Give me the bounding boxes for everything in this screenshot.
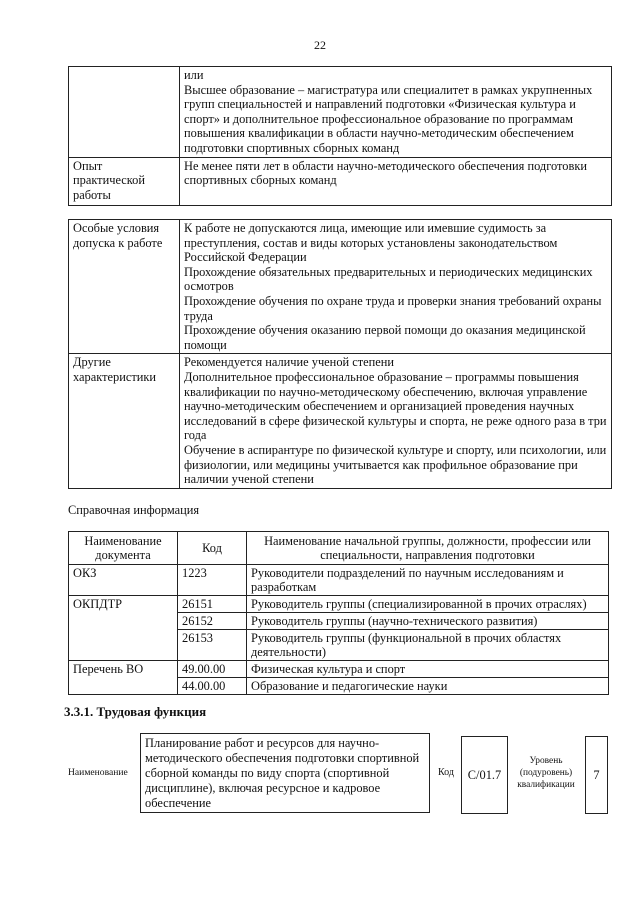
row-label <box>69 157 180 205</box>
reference-title: Справочная информация <box>68 503 200 517</box>
code-cell: 1223 <box>178 565 247 596</box>
label-line: Особые условия <box>73 221 160 235</box>
table-row <box>69 67 612 158</box>
name-cell: Руководитель группы (специализированной в прочих отраслях) <box>247 596 609 613</box>
label-line: Другие <box>73 355 111 370</box>
reference-table <box>68 531 609 695</box>
column-header: Код <box>178 532 247 565</box>
row-label <box>69 220 180 354</box>
label-line: допуска к работе <box>73 235 163 250</box>
content-line: Прохождение обучения оказанию первой помощи до оказания медицинской помощи <box>184 323 586 352</box>
level-label-line: Уровень <box>529 756 563 766</box>
content-line: Прохождение обучения по охране труда и проверки знания требований охраны труда <box>184 293 602 323</box>
function-code-label: Код <box>438 767 454 778</box>
level-label-line: (подуровень) <box>519 768 573 778</box>
table-row <box>69 596 609 613</box>
row-label <box>69 354 180 488</box>
name-cell: Руководитель группы (научно-технического развития) <box>247 613 609 630</box>
table-row <box>69 661 609 678</box>
row-content <box>180 157 612 205</box>
name-cell: Образование и педагогические науки <box>247 678 609 695</box>
code-cell: 26153 <box>178 630 247 661</box>
qualification-level-label <box>509 755 583 791</box>
label-line: практической <box>73 173 145 188</box>
table-row <box>69 220 612 354</box>
doc-cell: ОКЗ <box>69 565 178 596</box>
qualification-table-part1 <box>68 66 612 206</box>
name-cell: Руководитель группы (функциональной в прочих областях деятельности) <box>247 630 609 661</box>
name-cell: Руководители подразделений по научным исследованиям и разработкам <box>247 565 609 596</box>
row-label <box>69 67 180 158</box>
label-line: Опыт <box>73 158 103 173</box>
code-cell: 26152 <box>178 613 247 630</box>
code-cell: 44.00.00 <box>178 678 247 695</box>
row-content <box>180 67 612 158</box>
content-line: Рекомендуется наличие ученой степени <box>184 355 395 370</box>
function-name-box: Планирование работ и ресурсов для научно-методического обеспечения подготовки спортивной сборной команды по виду спорта (спортивной дисциплине), включая ресурсное и кадровое обеспечение <box>140 733 430 813</box>
function-code-box: C/01.7 <box>461 736 508 814</box>
code-cell: 26151 <box>178 596 247 613</box>
column-header: Наименование начальной группы, должности, профессии или специальности, направления подготовки <box>247 532 609 565</box>
table-row <box>69 157 612 205</box>
content-line: Высшее образование – магистратура или специалитет в рамках укрупненных групп специальностей и направлений подготовки «Физическая культура и спорт» и дополнительное профессиональное образование по программам повышения квалификации в области научно-методическим обеспечением подготовки спортивных сборных команд <box>184 82 593 155</box>
name-cell: Физическая культура и спорт <box>247 661 609 678</box>
content-line: Дополнительное профессиональное образование – программы повышения квалификации по научно-методическому обеспечению, включая управление научно-методическим обеспечением и организацией проведения научных исследований в сфере физической культуры и спорта, не реже одного раза в три года <box>184 369 607 443</box>
label-line: характеристики <box>73 369 157 384</box>
qualification-table-part2 <box>68 219 612 489</box>
content-line: Прохождение обязательных предварительных и периодических медицинских осмотров <box>184 264 593 294</box>
row-content <box>180 220 612 354</box>
content-line: Обучение в аспирантуре по физической культуре и спорту, или психологии, или физиологии, или медицины учитывается как профильное образование при наличии ученой степени <box>184 442 607 487</box>
table-row <box>69 565 609 596</box>
function-name-label: Наименование <box>68 767 128 778</box>
content-line: или <box>184 68 204 82</box>
column-header: Наименование документа <box>69 532 178 565</box>
code-cell: 49.00.00 <box>178 661 247 678</box>
section-heading: 3.3.1. Трудовая функция <box>64 704 207 719</box>
doc-cell: Перечень ВО <box>69 661 178 695</box>
qualification-level-box: 7 <box>585 736 608 814</box>
table-row <box>69 354 612 488</box>
label-line: работы <box>73 187 111 202</box>
doc-cell: ОКПДТР <box>69 596 178 661</box>
content-line: Не менее пяти лет в области научно-методического обеспечения подготовки спортивных сборных команд <box>184 158 587 188</box>
row-content <box>180 354 612 488</box>
page-number: 22 <box>314 38 326 52</box>
table-header-row <box>69 532 609 565</box>
level-label-line: квалификации <box>517 780 575 790</box>
content-line: К работе не допускаются лица, имеющие или имевшие судимость за преступления, состав и виды которых установлены законодательством Российской Федерации <box>184 221 558 265</box>
